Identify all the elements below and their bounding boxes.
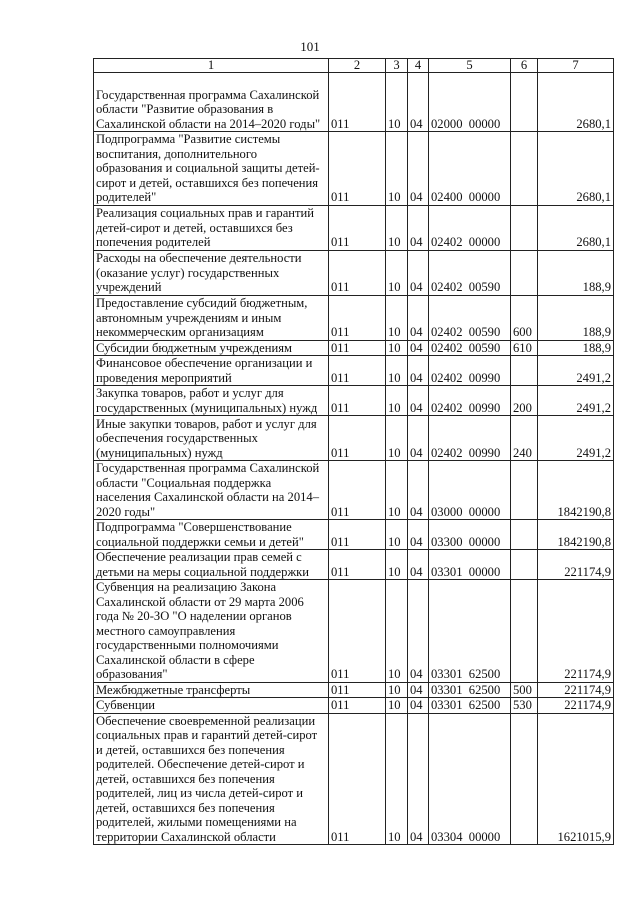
expense-type-cell: 240 <box>511 416 538 461</box>
row-name-cell: Закупка товаров, работ и услуг для государственных (муниципальных) нужд <box>94 386 329 416</box>
subsection-code-cell: 04 <box>408 580 429 683</box>
row-name-cell: Субсидии бюджетным учреждениям <box>94 340 329 356</box>
expense-type-cell: 500 <box>511 682 538 698</box>
table-row <box>94 132 614 206</box>
row-name-cell: Подпрограмма "Развитие системы воспитания, дополнительного образования и социальной защиты детей-сирот и детей, оставшихся без попечения родителей" <box>94 132 329 206</box>
amount-cell: 2491,2 <box>538 356 614 386</box>
subsection-code-cell: 04 <box>408 682 429 698</box>
expense-type-cell: 610 <box>511 340 538 356</box>
table-row <box>94 461 614 520</box>
table-row <box>94 713 614 845</box>
col-header-5: 5 <box>429 59 511 73</box>
expense-type-cell: 530 <box>511 698 538 714</box>
section-code-cell: 10 <box>386 73 408 132</box>
row-name-cell: Иные закупки товаров, работ и услуг для обеспечения государственных (муниципальных) нужд <box>94 416 329 461</box>
expense-type-cell <box>511 580 538 683</box>
header-row <box>94 59 614 73</box>
subsection-code-cell: 04 <box>408 340 429 356</box>
target-article-cell: 03301 62500 <box>429 682 511 698</box>
target-article-cell: 02402 00990 <box>429 356 511 386</box>
ministry-code-cell: 011 <box>329 73 386 132</box>
section-code-cell: 10 <box>386 340 408 356</box>
ministry-code-cell: 011 <box>329 250 386 295</box>
amount-cell: 2680,1 <box>538 205 614 250</box>
col-header-4: 4 <box>408 59 429 73</box>
ministry-code-cell: 011 <box>329 713 386 845</box>
ministry-code-cell: 011 <box>329 340 386 356</box>
amount-cell: 2680,1 <box>538 73 614 132</box>
subsection-code-cell: 04 <box>408 386 429 416</box>
amount-cell: 1842190,8 <box>538 520 614 550</box>
section-code-cell: 10 <box>386 295 408 340</box>
expense-type-cell: 200 <box>511 386 538 416</box>
ministry-code-cell: 011 <box>329 461 386 520</box>
target-article-cell: 03000 00000 <box>429 461 511 520</box>
ministry-code-cell: 011 <box>329 682 386 698</box>
budget-table <box>93 58 614 845</box>
subsection-code-cell: 04 <box>408 698 429 714</box>
amount-cell: 221174,9 <box>538 580 614 683</box>
expense-type-cell <box>511 356 538 386</box>
table-row <box>94 580 614 683</box>
section-code-cell: 10 <box>386 520 408 550</box>
col-header-7: 7 <box>538 59 614 73</box>
target-article-cell: 02400 00000 <box>429 132 511 206</box>
table-row <box>94 250 614 295</box>
section-code-cell: 10 <box>386 713 408 845</box>
table-row <box>94 386 614 416</box>
table-row <box>94 73 614 132</box>
amount-cell: 2491,2 <box>538 416 614 461</box>
subsection-code-cell: 04 <box>408 713 429 845</box>
ministry-code-cell: 011 <box>329 698 386 714</box>
target-article-cell: 02402 00990 <box>429 416 511 461</box>
table-row <box>94 416 614 461</box>
target-article-cell: 03300 00000 <box>429 520 511 550</box>
expense-type-cell <box>511 550 538 580</box>
ministry-code-cell: 011 <box>329 205 386 250</box>
table-row <box>94 295 614 340</box>
amount-cell: 188,9 <box>538 340 614 356</box>
subsection-code-cell: 04 <box>408 205 429 250</box>
section-code-cell: 10 <box>386 250 408 295</box>
expense-type-cell <box>511 250 538 295</box>
expense-type-cell <box>511 520 538 550</box>
target-article-cell: 03304 00000 <box>429 713 511 845</box>
subsection-code-cell: 04 <box>408 550 429 580</box>
col-header-2: 2 <box>329 59 386 73</box>
ministry-code-cell: 011 <box>329 416 386 461</box>
amount-cell: 2680,1 <box>538 132 614 206</box>
section-code-cell: 10 <box>386 132 408 206</box>
target-article-cell: 02402 00000 <box>429 205 511 250</box>
section-code-cell: 10 <box>386 698 408 714</box>
section-code-cell: 10 <box>386 550 408 580</box>
row-name-cell: Обеспечение своевременной реализации социальных прав и гарантий детей-сирот и детей, оставшихся без попечения родителей. Обеспечение детей-сирот и детей, оставшихся без попечения родителей, лиц из числа детей-сирот и детей, оставшихся без попечения родителей, жилыми помещениями на территории Сахалинской области <box>94 713 329 845</box>
row-name-cell: Государственная программа Сахалинской области "Развитие образования в Сахалинской области на 2014–2020 годы" <box>94 73 329 132</box>
amount-cell: 188,9 <box>538 295 614 340</box>
target-article-cell: 02402 00990 <box>429 386 511 416</box>
table-row <box>94 698 614 714</box>
ministry-code-cell: 011 <box>329 520 386 550</box>
col-header-6: 6 <box>511 59 538 73</box>
ministry-code-cell: 011 <box>329 295 386 340</box>
section-code-cell: 10 <box>386 461 408 520</box>
expense-type-cell <box>511 132 538 206</box>
amount-cell: 1621015,9 <box>538 713 614 845</box>
row-name-cell: Подпрограмма "Совершенствование социальной поддержки семьи и детей" <box>94 520 329 550</box>
section-code-cell: 10 <box>386 205 408 250</box>
table-row <box>94 550 614 580</box>
ministry-code-cell: 011 <box>329 550 386 580</box>
expense-type-cell <box>511 73 538 132</box>
table-row <box>94 340 614 356</box>
table-row <box>94 520 614 550</box>
section-code-cell: 10 <box>386 416 408 461</box>
target-article-cell: 02402 00590 <box>429 295 511 340</box>
table-row <box>94 682 614 698</box>
subsection-code-cell: 04 <box>408 356 429 386</box>
ministry-code-cell: 011 <box>329 386 386 416</box>
subsection-code-cell: 04 <box>408 132 429 206</box>
subsection-code-cell: 04 <box>408 416 429 461</box>
ministry-code-cell: 011 <box>329 356 386 386</box>
row-name-cell: Государственная программа Сахалинской области "Социальная поддержка населения Сахалинской области на 2014–2020 годы" <box>94 461 329 520</box>
subsection-code-cell: 04 <box>408 250 429 295</box>
expense-type-cell <box>511 461 538 520</box>
table-row <box>94 356 614 386</box>
target-article-cell: 03301 62500 <box>429 698 511 714</box>
row-name-cell: Межбюджетные трансферты <box>94 682 329 698</box>
section-code-cell: 10 <box>386 356 408 386</box>
section-code-cell: 10 <box>386 580 408 683</box>
amount-cell: 2491,2 <box>538 386 614 416</box>
row-name-cell: Субвенция на реализацию Закона Сахалинской области от 29 марта 2006 года № 20-ЗО "О наделении органов местного самоуправления государственными полномочиями Сахалинской области в сфере образования" <box>94 580 329 683</box>
row-name-cell: Субвенции <box>94 698 329 714</box>
page-number: 101 <box>300 39 320 54</box>
row-name-cell: Предоставление субсидий бюджетным, автономным учреждениям и иным некоммерческим организациям <box>94 295 329 340</box>
subsection-code-cell: 04 <box>408 73 429 132</box>
subsection-code-cell: 04 <box>408 520 429 550</box>
col-header-1: 1 <box>94 59 329 73</box>
amount-cell: 221174,9 <box>538 682 614 698</box>
col-header-3: 3 <box>386 59 408 73</box>
expense-type-cell: 600 <box>511 295 538 340</box>
ministry-code-cell: 011 <box>329 580 386 683</box>
target-article-cell: 03301 62500 <box>429 580 511 683</box>
amount-cell: 188,9 <box>538 250 614 295</box>
row-name-cell: Расходы на обеспечение деятельности (оказание услуг) государственных учреждений <box>94 250 329 295</box>
amount-cell: 221174,9 <box>538 698 614 714</box>
subsection-code-cell: 04 <box>408 461 429 520</box>
row-name-cell: Обеспечение реализации прав семей с детьми на меры социальной поддержки <box>94 550 329 580</box>
subsection-code-cell: 04 <box>408 295 429 340</box>
target-article-cell: 02402 00590 <box>429 340 511 356</box>
expense-type-cell <box>511 205 538 250</box>
ministry-code-cell: 011 <box>329 132 386 206</box>
amount-cell: 221174,9 <box>538 550 614 580</box>
section-code-cell: 10 <box>386 386 408 416</box>
row-name-cell: Финансовое обеспечение организации и проведения мероприятий <box>94 356 329 386</box>
target-article-cell: 02402 00590 <box>429 250 511 295</box>
amount-cell: 1842190,8 <box>538 461 614 520</box>
expense-type-cell <box>511 713 538 845</box>
section-code-cell: 10 <box>386 682 408 698</box>
target-article-cell: 03301 00000 <box>429 550 511 580</box>
table-row <box>94 205 614 250</box>
row-name-cell: Реализация социальных прав и гарантий детей-сирот и детей, оставшихся без попечения родителей <box>94 205 329 250</box>
target-article-cell: 02000 00000 <box>429 73 511 132</box>
